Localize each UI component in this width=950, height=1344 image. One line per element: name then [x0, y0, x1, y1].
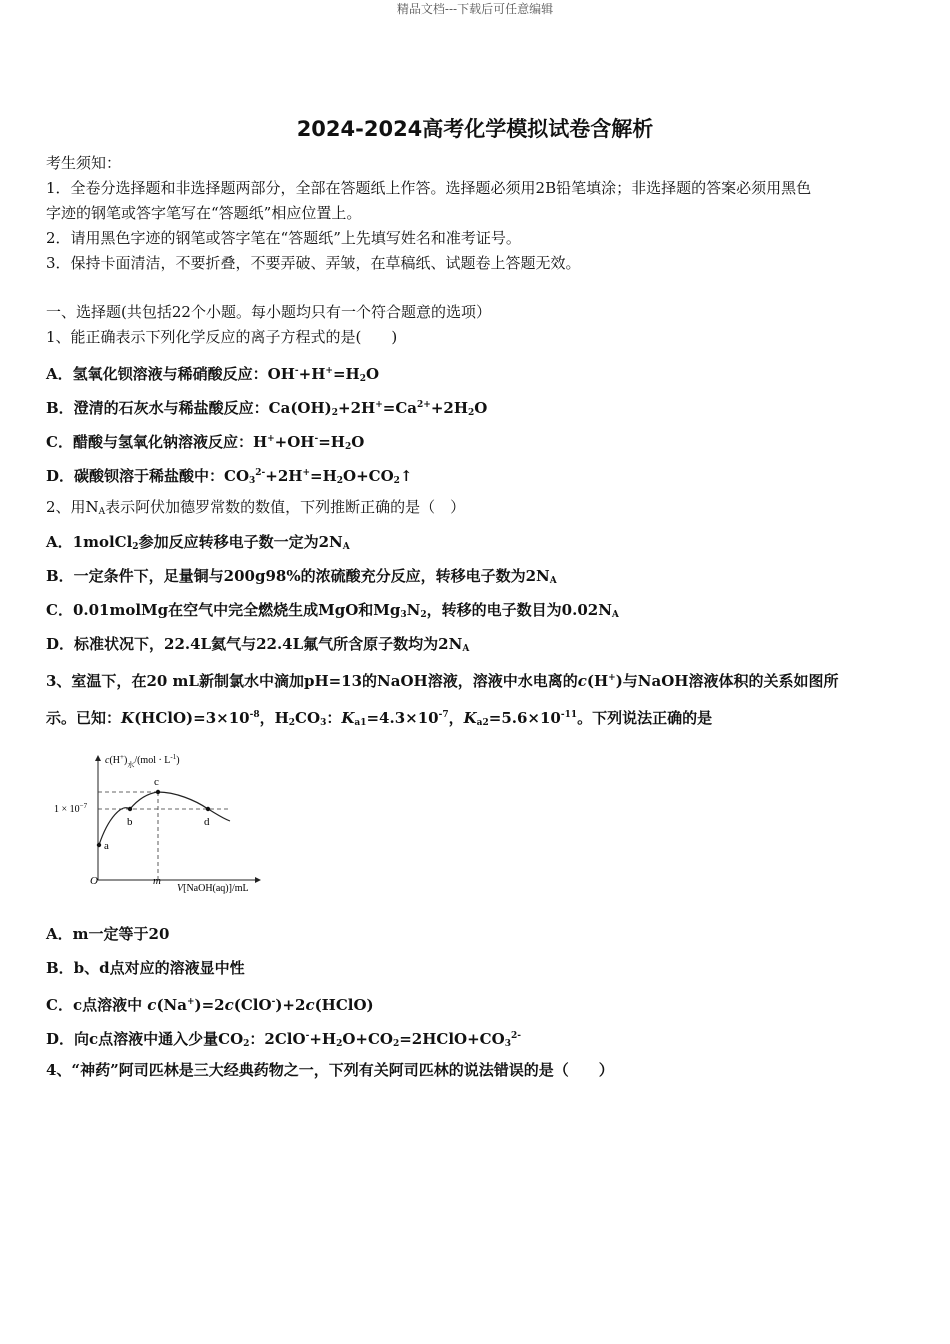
q2-option-b: B．一定条件下，足量铜与200g98%的浓硫酸充分反应，转移电子数为$2N_A$ — [46, 567, 557, 586]
q1-stem: 1、能正确表示下列化学反应的离子方程式的是( ) — [46, 328, 398, 346]
q3-graph — [50, 748, 280, 898]
y-axis-label: $c(H^+)_水/(mol \cdot L^{-1})$ — [105, 753, 180, 769]
origin-label: O — [90, 875, 98, 887]
q2-option-c: C．0.01molMg在空气中完全燃烧生成MgO和$Mg_3N_2$，转移的电子数目为$0.02N_A$ — [46, 601, 619, 620]
notice-heading: 考生须知： — [46, 154, 122, 172]
q2-option-d: D．标准状况下，22.4L氦气与22.4L氟气所含原子数均为$2N_A$ — [46, 635, 470, 654]
x-axis-label: V[NaOH(aq)]/mL — [177, 883, 249, 894]
q1-option-d: D．碳酸钡溶于稀盐酸中：$CO_3^{2-}+2H^+=H_2O+CO_2↑$ — [46, 467, 413, 486]
q3-option-c: C．c点溶液中 c(Na+)=2c(ClO-)+2c(HClO) — [46, 996, 374, 1014]
label-b: b — [127, 816, 133, 828]
q4-stem: 4、“神药”阿司匹林是三大经典药物之一，下列有关阿司匹林的说法错误的是（ ） — [46, 1061, 614, 1079]
label-c: c — [154, 776, 159, 788]
label-d: d — [204, 816, 210, 828]
q3-option-d: D．向c点溶液中通入少量$CO_2$：$2ClO^-+H_2O+CO_2=2HClO+CO_3^{2-}$ — [46, 1030, 521, 1049]
q3-option-a: A．m一定等于20 — [46, 925, 170, 943]
point-c — [156, 790, 160, 794]
q3-stem-line1: 3、室温下，在20 mL新制氯水中滴加pH=13的NaOH溶液，溶液中水电离的c(H+)与NaOH溶液体积的关系如图所 — [46, 672, 839, 690]
q3-option-b: B．b、d点对应的溶液显中性 — [46, 959, 245, 977]
point-a — [97, 843, 101, 847]
section-heading: 一、选择题(共包括22个小题。每小题均只有一个符合题意的选项） — [46, 303, 491, 321]
notice-item-1-cont: 字迹的钢笔或答字笔写在“答题纸”相应位置上。 — [46, 204, 362, 222]
point-d — [206, 807, 210, 811]
y-tick-label: $1 \times 10^{-7}$ — [54, 802, 88, 815]
notice-item-2: 2．请用黑色字迹的钢笔或答字笔在“答题纸”上先填写姓名和准考证号。 — [46, 229, 521, 247]
q3-stem-line2: 示。已知：$K(HClO)=3\times 10^{-8}$，$H_2CO_3$：$K_{a1}=4.3\times 10^{-7}$，$K_{a2}=5.6\times 10^{-11}$。下列说法正确的是 — [46, 709, 713, 728]
x-tick-m: m — [153, 875, 161, 887]
point-b — [128, 807, 132, 811]
q1-option-a: A．氢氧化钡溶液与稀硝酸反应：$OH^-+H^+=H_2O$ — [46, 365, 380, 384]
q1-option-c: C．醋酸与氢氧化钠溶液反应：$H^++OH^-=H_2O$ — [46, 433, 365, 452]
q1-option-b: B．澄清的石灰水与稀盐酸反应：$Ca(OH)_2+2H^+=Ca^{2+}+2H_2O$ — [46, 399, 488, 418]
q2-stem: 2、用$N_A$表示阿伏加德罗常数的数值，下列推断正确的是（ ） — [46, 498, 466, 517]
notice-item-1: 1．全卷分选择题和非选择题两部分，全部在答题纸上作答。选择题必须用2B铅笔填涂；非选择题的答案必须用黑色 — [46, 179, 812, 197]
page-header: 精品文档---下载后可任意编辑 — [396, 2, 554, 16]
notice-item-3: 3．保持卡面清洁，不要折叠，不要弄破、弄皱，在草稿纸、试题卷上答题无效。 — [46, 254, 581, 272]
curve — [99, 792, 230, 845]
q2-option-a: A．1molCl$_2$参加反应转移电子数一定为$2N_A$ — [46, 533, 350, 552]
page-title: 2024-2024高考化学模拟试卷含解析 — [296, 117, 654, 141]
label-a: a — [104, 840, 109, 852]
